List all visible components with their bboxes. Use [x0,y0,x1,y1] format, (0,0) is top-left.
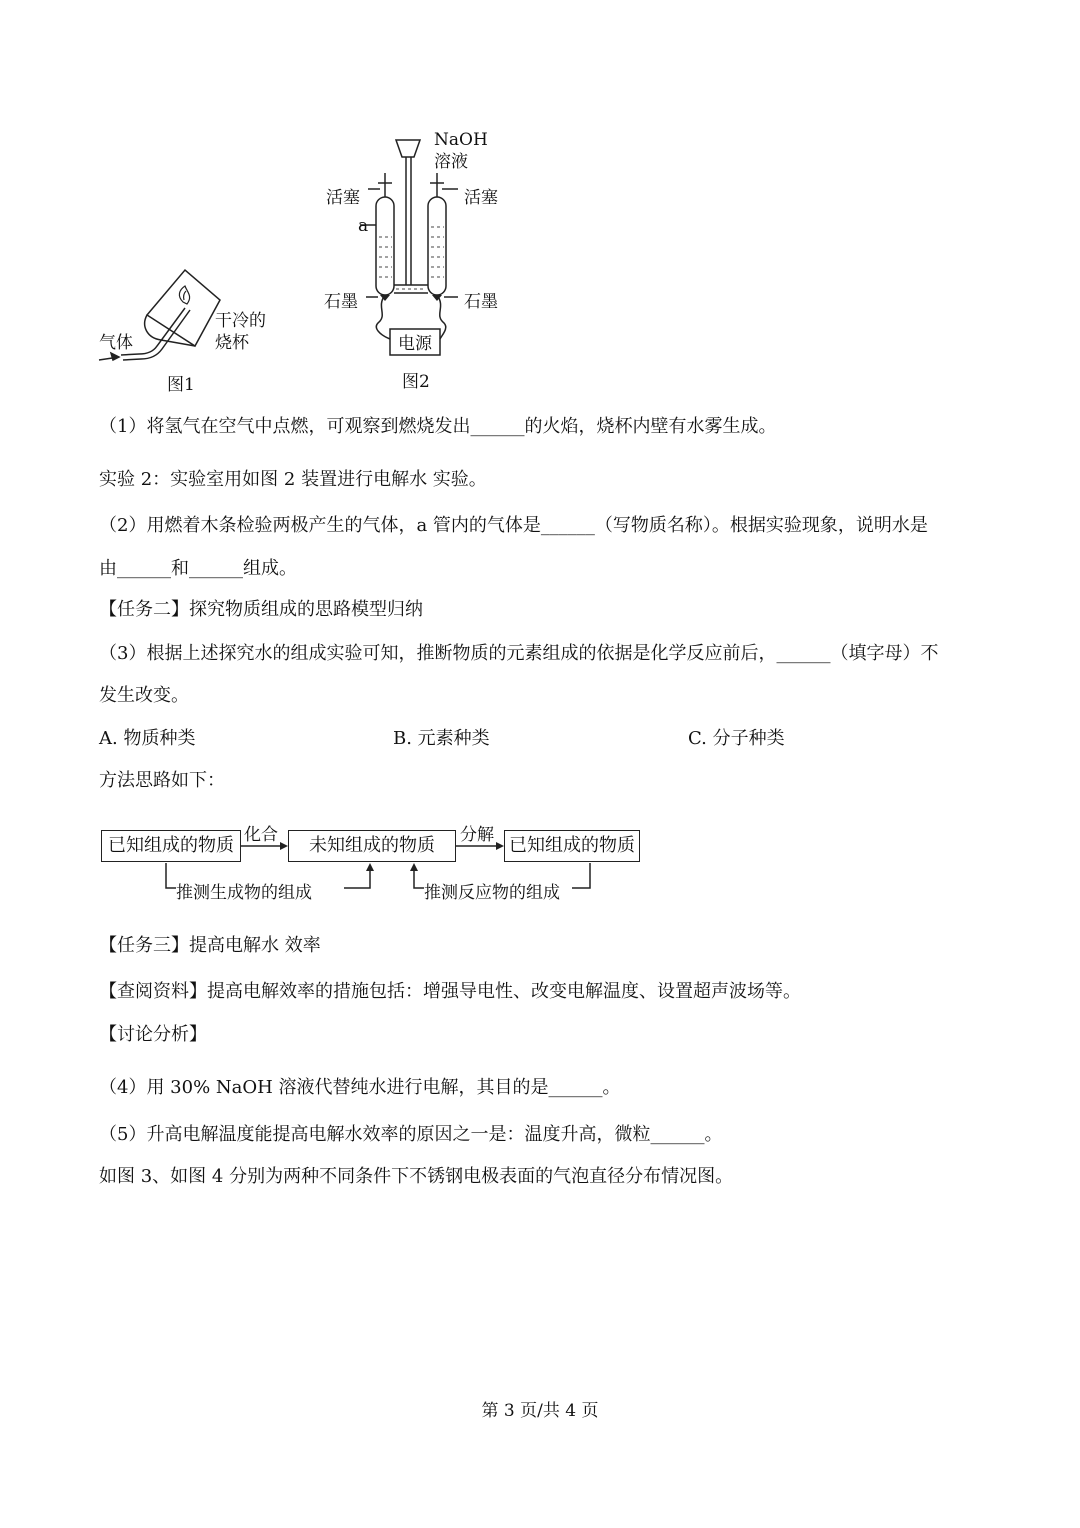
fig1-beaker-label-1: 干冷的 [215,311,266,331]
fig2-graphite-left: 石墨 [324,292,358,312]
fig2-naoh-label-1: NaOH [434,130,488,150]
flow-label-infer-reactant: 推测反应物的组成 [424,883,560,903]
question-3-part-1: （3）根据上述探究水的组成实验可知，推断物质的元素组成的依据是化学反应前后，______（填字母）不 [99,643,939,664]
fig2-graphite-right: 石墨 [464,292,498,312]
task-3-heading: 【任务三】提高电解水 效率 [99,935,321,956]
flame-drawing [179,286,189,304]
question-5: （5）升高电解温度能提高电解水效率的原因之一是：温度升高，微粒______。 [99,1124,723,1145]
option-c: C. 分子种类 [688,728,785,749]
figure-3-4-intro: 如图 3、如图 4 分别为两种不同条件下不锈钢电极表面的气泡直径分布情况图。 [99,1166,734,1187]
task-2-heading: 【任务二】探究物质组成的思路模型归纳 [99,599,423,620]
flowchart [0,820,1080,910]
question-3-part-2: 发生改变。 [99,685,189,706]
research-heading: 【查阅资料】提高电解效率的措施包括：增强导电性、改变电解温度、设置超声波场等。 [99,981,801,1002]
figure-2 [318,125,518,400]
question-1: （1）将氢气在空气中点燃，可观察到燃烧发出______的火焰，烧杯内壁有水雾生成。 [99,416,777,437]
experiment-2-intro: 实验 2：实验室用如图 2 装置进行电解水 实验。 [99,469,487,490]
fig2-stopcock-right: 活塞 [464,188,498,208]
question-4: （4）用 30% NaOH 溶液代替纯水进行电解，其目的是______。 [99,1077,621,1098]
fig2-caption: 图2 [402,372,430,392]
question-2-part-2: 由______和______组成。 [99,558,297,579]
flow-label-infer-product: 推测生成物的组成 [176,883,312,903]
method-intro: 方法思路如下： [99,770,225,791]
flow-label-decompose: 分解 [460,825,494,845]
option-a: A. 物质种类 [99,728,196,749]
left-tube-drawing [376,197,394,295]
flow-arrows [0,820,700,910]
flow-box-known-2: 已知组成的物质 [504,830,640,862]
fig1-gas-label: 气体 [99,333,133,353]
discussion-heading: 【讨论分析】 [99,1024,207,1045]
fig2-power-source: 电源 [398,334,432,354]
flow-label-combine: 化合 [244,825,278,845]
figure-1 [95,260,285,400]
fig1-beaker-label-2: 烧杯 [215,333,249,353]
right-tube-drawing [428,197,446,295]
question-2-part-1: （2）用燃着木条检验两极产生的气体，a 管内的气体是______（写物质名称）。根据实验现象，说明水是 [99,515,928,536]
fig2-stopcock-left: 活塞 [326,188,360,208]
page-footer: 第 3 页/共 4 页 [481,1401,599,1421]
flow-box-unknown: 未知组成的物质 [288,830,456,862]
funnel-drawing [396,140,420,157]
fig2-naoh-label-2: 溶液 [434,152,468,172]
beaker-drawing [145,270,220,346]
flow-box-known-1: 已知组成的物质 [101,830,241,862]
fig1-caption: 图1 [167,375,195,395]
fig2-tube-a: a [358,216,369,236]
gas-arrow [99,353,119,360]
option-b: B. 元素种类 [393,728,490,749]
